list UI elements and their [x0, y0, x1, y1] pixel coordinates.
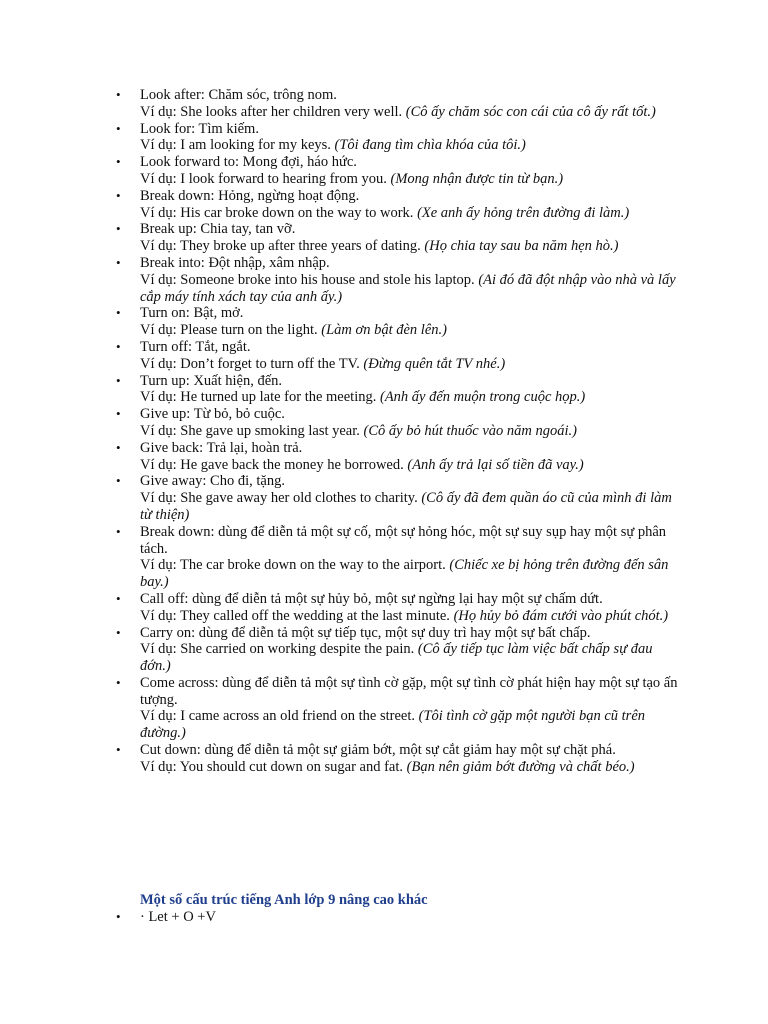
translation-text: (Ai đó đã đột nhập vào nhà và lấy cắp máy tính xách tay của anh ấy.) [140, 271, 676, 305]
translation-text: (Họ hủy bỏ đám cưới vào phút chót.) [453, 607, 669, 624]
example-line [140, 104, 678, 121]
example-text: Ví dụ: His car broke down on the way to work. [140, 204, 418, 221]
bullet-icon: • [116, 87, 121, 102]
translation-text: (Anh ấy đến muộn trong cuộc họp.) [380, 389, 586, 406]
list-item [116, 406, 678, 440]
translation-text: (Anh ấy trả lại số tiền đã vay.) [407, 456, 584, 473]
definition-text: Come across: dùng để diễn tả một sự tình cờ gặp, một sự tình cờ phát hiện hay một sự tạo ấn tượng. [140, 674, 678, 708]
definition-text: Look forward to: Mong đợi, háo hức. [140, 154, 357, 171]
example-text: Ví dụ: He gave back the money he borrowed. [140, 456, 408, 473]
definition-text: Give away: Cho đi, tặng. [140, 473, 285, 490]
bullet-icon: • [116, 305, 121, 321]
bullet-icon: • [116, 674, 121, 690]
list-item [116, 674, 678, 742]
example-line [140, 641, 678, 675]
list-item [116, 221, 678, 255]
translation-text: (Cô ấy tiếp tục làm việc bất chấp sự đau đớn.) [140, 641, 653, 675]
translation-text: (Mong nhận được tin từ bạn.) [390, 170, 564, 187]
example-text: Ví dụ: He turned up late for the meeting. [140, 389, 380, 406]
bullet-icon: • [116, 154, 121, 170]
example-text: Ví dụ: Someone broke into his house and stole his laptop. [140, 271, 479, 288]
definition-text: Look for: Tìm kiếm. [140, 120, 259, 137]
example-line [140, 171, 678, 188]
definition-text: Turn off: Tắt, ngắt. [140, 338, 251, 355]
example-text: Ví dụ: They called off the wedding at the last minute. [140, 607, 454, 624]
definition-text: Call off: dùng để diễn tả một sự hủy bỏ, một sự ngừng lại hay một sự chấm dứt. [140, 590, 603, 607]
translation-text: (Bạn nên giảm bớt đường và chất béo.) [406, 758, 635, 775]
example-line [140, 490, 678, 524]
list-item [116, 187, 678, 222]
translation-text: (Chiếc xe bị hỏng trên đường đến sân bay.) [140, 557, 669, 591]
structure-list [116, 909, 678, 926]
example-line [140, 322, 678, 339]
definition-text: Give up: Từ bỏ, bỏ cuộc. [140, 406, 285, 423]
example-text: Ví dụ: She gave away her old clothes to charity. [140, 490, 422, 507]
list-item [116, 742, 678, 776]
definition-text: Look after: Chăm sóc, trông nom. [140, 87, 337, 103]
list-item [116, 624, 678, 675]
bullet-icon: • [116, 221, 121, 237]
definition-text: Cut down: dùng để diễn tả một sự giảm bớt, một sự cắt giảm hay một sự chặt phá. [140, 742, 616, 759]
definition-text: Turn on: Bật, mở. [140, 305, 244, 322]
example-text: Ví dụ: I am looking for my keys. [140, 137, 335, 154]
list-item [116, 909, 678, 926]
definition-text: Break up: Chia tay, tan vỡ. [140, 221, 296, 238]
example-line [140, 608, 678, 625]
example-text: Ví dụ: The car broke down on the way to the airport. [140, 557, 450, 574]
example-line [140, 356, 678, 373]
example-line [140, 708, 678, 742]
example-line [140, 557, 678, 591]
example-line [140, 457, 678, 474]
translation-text: (Đừng quên tắt TV nhé.) [363, 355, 506, 372]
example-text: Ví dụ: I came across an old friend on the street. [140, 708, 419, 725]
translation-text: (Họ chia tay sau ba năm hẹn hò.) [424, 238, 619, 255]
definition-text: Break down: Hỏng, ngừng hoạt động. [140, 187, 360, 204]
list-item [116, 254, 678, 305]
bullet-icon: • [116, 473, 121, 489]
bullet-icon: • [116, 742, 121, 758]
example-text: Ví dụ: She carried on working despite the pain. [140, 641, 418, 658]
bullet-icon: • [116, 187, 121, 203]
example-line [140, 389, 678, 406]
list-item [116, 120, 678, 155]
translation-text: (Xe anh ấy hỏng trên đường đi làm.) [417, 204, 630, 221]
example-line [140, 205, 678, 222]
section-heading: Một số cấu trúc tiếng Anh lớp 9 nâng cao khác [140, 892, 428, 908]
example-text: Ví dụ: I look forward to hearing from you. [140, 170, 391, 187]
definition-text: Break down: dùng để diễn tả một sự cố, một sự hỏng hóc, một sự suy sụp hay một sự phân tách. [140, 523, 667, 557]
list-item [116, 439, 678, 474]
list-item [116, 338, 678, 373]
example-text: Ví dụ: They broke up after three years of dating. [140, 238, 425, 255]
example-text: Ví dụ: She gave up smoking last year. [140, 422, 364, 439]
example-text: Ví dụ: You should cut down on sugar and fat. [140, 758, 407, 775]
example-text: Ví dụ: Please turn on the light. [140, 322, 322, 339]
bullet-icon: • [116, 338, 121, 354]
bullet-icon: • [116, 254, 121, 270]
list-item [116, 154, 678, 188]
phrasal-verb-list [116, 87, 678, 776]
bullet-icon: • [116, 624, 121, 640]
translation-text: (Cô ấy chăm sóc con cái của cô ấy rất tốt.) [405, 103, 656, 120]
list-item [116, 372, 678, 407]
definition-text: Give back: Trả lại, hoàn trả. [140, 439, 303, 456]
example-line [140, 137, 678, 154]
example-line [140, 238, 678, 255]
bullet-icon: • [116, 406, 121, 422]
example-line [140, 423, 678, 440]
example-text: Ví dụ: She looks after her children very well. [140, 103, 406, 120]
structure-text: · Let + O +V [140, 909, 216, 925]
list-item [116, 87, 678, 121]
bullet-icon: • [116, 372, 121, 388]
example-text: Ví dụ: Don’t forget to turn off the TV. [140, 355, 364, 372]
bullet-icon: • [116, 909, 121, 924]
translation-text: (Tôi đang tìm chìa khóa của tôi.) [334, 137, 526, 154]
bullet-icon: • [116, 523, 121, 539]
translation-text: (Cô ấy bỏ hút thuốc vào năm ngoái.) [363, 422, 577, 439]
bullet-icon: • [116, 590, 121, 606]
list-item [116, 523, 678, 591]
bullet-icon: • [116, 120, 121, 136]
definition-text: Carry on: dùng để diễn tả một sự tiếp tục, một sự duy trì hay một sự bất chấp. [140, 624, 591, 641]
definition-text: Turn up: Xuất hiện, đến. [140, 372, 283, 389]
example-line [140, 272, 678, 306]
translation-text: (Tôi tình cờ gặp một người bạn cũ trên đường.) [140, 708, 646, 742]
list-item [116, 473, 678, 523]
list-item [116, 590, 678, 625]
list-item [116, 305, 678, 339]
definition-text: Break into: Đột nhập, xâm nhập. [140, 254, 330, 271]
example-line [140, 759, 678, 776]
bullet-icon: • [116, 439, 121, 455]
translation-text: (Làm ơn bật đèn lên.) [321, 322, 447, 339]
translation-text: (Cô ấy đã đem quần áo cũ của mình đi làm từ thiện) [140, 490, 672, 523]
